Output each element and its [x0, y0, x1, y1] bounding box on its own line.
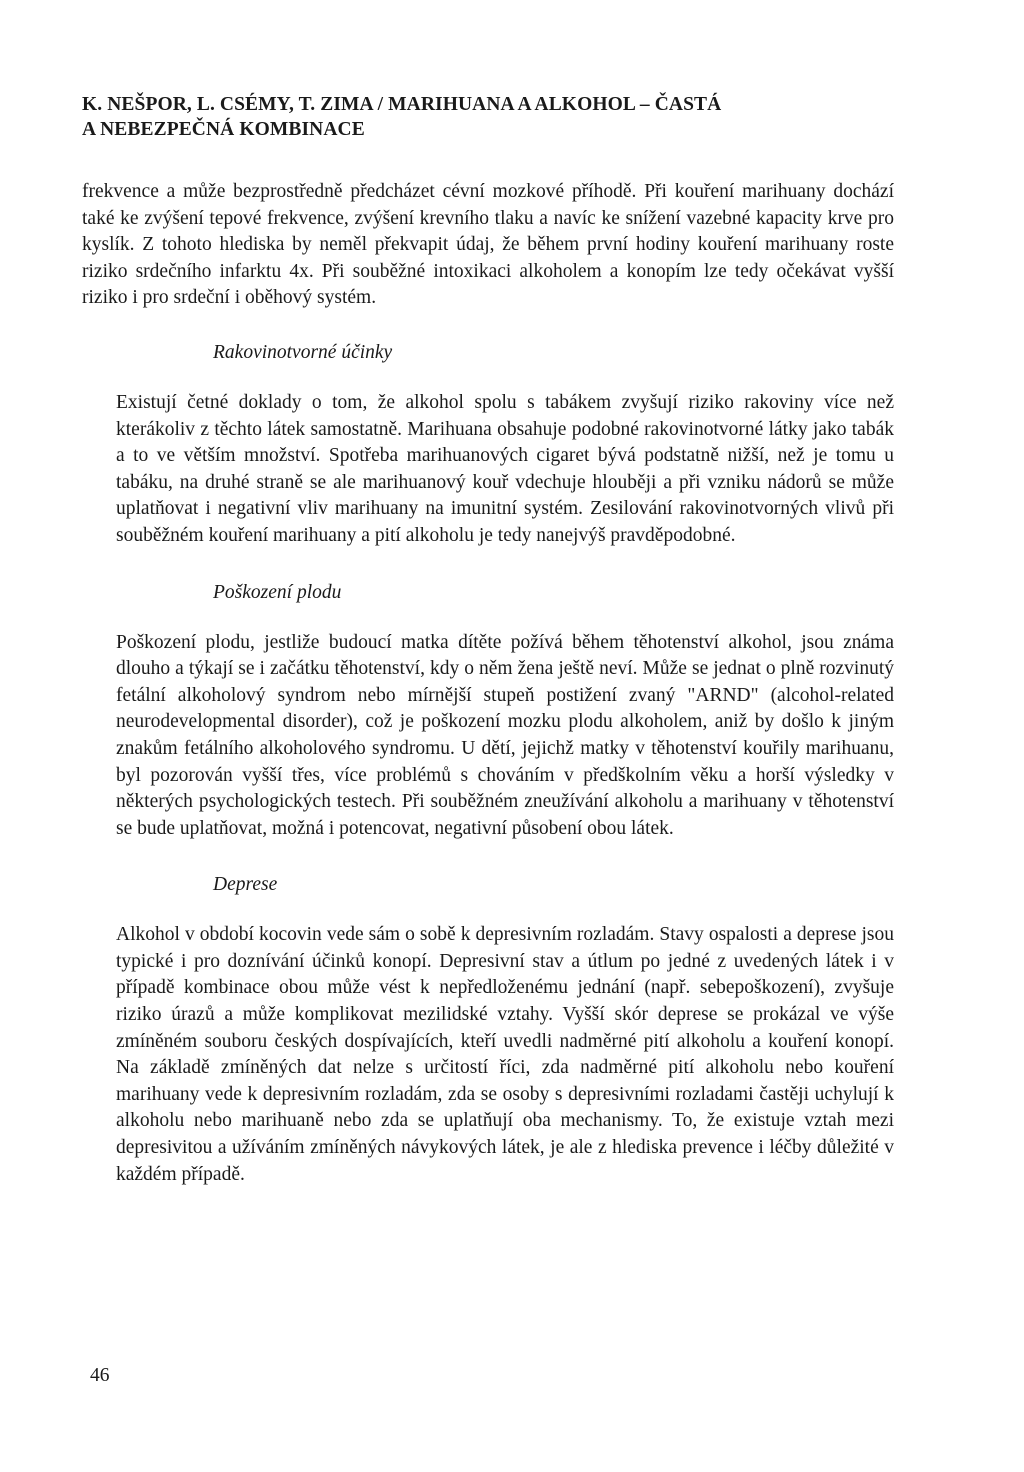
page-number: 46 — [90, 1365, 110, 1386]
intro-paragraph: frekvence a může bezprostředně předcházet cévní mozkové příhodě. Při kouření marihuany dochází také ke zvýšení tepové frekvence, zvýšení krevního tlaku a navíc ke snížení vazebné kapacity krve pro kyslík. Z tohoto hlediska by neměl překvapit údaj, že během první hodiny kouření marihuany roste riziko srdečního infarktu 4x. Při souběžné intoxikaci alkoholem a konopím lze tedy očekávat vyšší riziko i pro srdeční i oběhový systém. — [82, 181, 894, 309]
section-text-fetal-damage: Poškození plodu, jestliže budoucí matka dítěte požívá během těhotenství alkohol, jsou známa dlouho a týkají se i začátku těhotenství, kdy o něm žena ještě neví. Může se jednat o plně rozvinutý fetální alkoholový syndrom nebo mírnější stupeň postižení zvaný "ARND" (alcohol-related neurodevelopmental disorder), což je poškození mozku plodu alkoholem, aniž by došlo k jiným znakům fetálního alkoholového syndromu. U dětí, jejichž matky v těhotenství kouřily marihuanu, byl pozorován vyšší třes, více problémů s chováním v předškolním věku a horší výsledky v některých psychologických testech. Při souběžném zneužívání alkoholu a marihuany v těhotenství se bude uplatňovat, možná i potencovat, negativní působení obou látek. — [116, 631, 894, 839]
running-header — [82, 92, 894, 142]
running-header-line-2: A NEBEZPEČNÁ KOMBINACE — [82, 119, 365, 140]
section-heading-depression: Deprese — [213, 874, 278, 896]
section-heading-fetal-damage: Poškození plodu — [213, 581, 342, 603]
running-header-line-1: K. NEŠPOR, L. CSÉMY, T. ZIMA / MARIHUANA A ALKOHOL – ČASTÁ — [82, 94, 722, 115]
section-heading-carcinogenic: Rakovinotvorné účinky — [213, 341, 393, 363]
section-text-depression: Alkohol v období kocovin vede sám o sobě k depresivním rozladám. Stavy ospalosti a deprese jsou typické i pro doznívání účinků konopí. Depresivní stav a útlum po jedné z uvedených látek i v případě kombinace obou může vést k nepředloženému jednání (např. sebepoškození), zvyšuje riziko úrazů a může komplikovat mezilidské vztahy. Vyšší skór deprese se prokázal ve výše zmíněném souboru českých dospívajících, kteří uvedli nadměrné pití alkoholu a kouření konopí. Na základě zmíněných dat nelze s určitostí říci, zda nadměrné pití alkoholu nebo kouření marihuany vede k depresivním rozladám, zda se osoby s depresivními rozladami častěji uchylují k alkoholu nebo marihuaně nebo zda se uplatňují oba mechanismy. To, že existuje vztah mezi depresivitou a užíváním zmíněných návykových látek, je ale z hlediska prevence i léčby důležité v každém případě. — [116, 924, 894, 1185]
page-body — [82, 92, 894, 1188]
section-text-carcinogenic: Existují četné doklady o tom, že alkohol spolu s tabákem zvyšují riziko rakoviny více než kterákoliv z těchto látek samostatně. Marihuana obsahuje podobné rakovinotvorné látky jako tabák a to ve větším množství. Spotřeba marihuanových cigaret bývá podstatně nižší, než je tomu u tabáku, na druhé straně se ale marihuanový kouř vdechuje hlouběji a při vzniku nádorů se může uplatňovat i negativní vliv marihuany na imunitní systém. Zesilování rakovinotvorných vlivů při souběžném kouření marihuany a pití alkoholu je tedy nanejvýš pravděpodobné. — [116, 391, 894, 546]
